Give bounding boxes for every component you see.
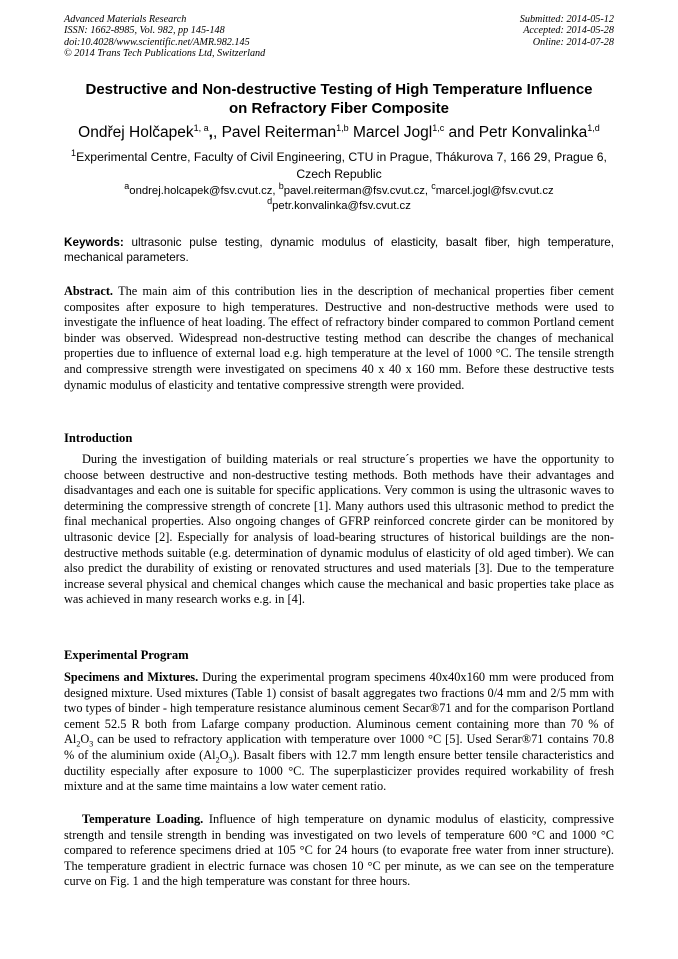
specimens-paragraph xyxy=(64,670,614,795)
journal-doi[interactable]: doi:10.4028/www.scientific.net/AMR.982.145 xyxy=(64,36,250,48)
email-link[interactable]: petr.konvalinka@fsv.cvut.cz xyxy=(272,199,411,212)
abstract-label: Abstract. xyxy=(64,284,114,298)
author-emails xyxy=(64,181,614,213)
journal-header xyxy=(64,14,265,60)
affiliation-superscript: 1 xyxy=(71,147,77,158)
affiliation xyxy=(64,149,614,183)
online-date: Online: 2014-07-28 xyxy=(532,36,614,48)
subscript: 2 xyxy=(215,755,220,765)
section-heading-introduction: Introduction xyxy=(64,431,133,445)
author-name: , Pavel Reiterman xyxy=(212,124,337,141)
paragraph-text: During the experimental program specimens 40x40x160 mm were produced from designed mixture. Used mixtures (Table 1) consist of basalt aggregates two fractions 0/4 mm and 2/5 mm with two types of binder - high temperature resistance aluminous cement Secar®71 and for the comparison Portland cement 52.5 R both from Lafarge company production. Aluminous cement containing more than 70 % of Al xyxy=(64,670,614,747)
email-link[interactable]: ondrej.holcapek@fsv.cvut.cz, xyxy=(129,185,279,197)
journal-name: Advanced Materials Research xyxy=(64,14,187,25)
subscript: 3 xyxy=(228,755,233,765)
submitted-date: Submitted: 2014-05-12 xyxy=(519,14,614,25)
introduction-paragraph: During the investigation of building materials or real structure´s properties we have the opportunity to choose between destructive and non-destructive testing methods. Both methods have their advantages and disadvantages and each one is suitable for specific applications. Very common is using the ultrasonic waves to determining the compressive strength of concrete [1]. Many authors used this ultrasonic method to predict the final mechanical properties. Also ongoing changes of GFRP reinforced concrete girder can be monitored by ultrasonic device [2]. Especially for analysis of load-bearing structures of historical buildings are the non-destructive methods suitable (e.g. determination of dynamic modulus of elasticity of old aged timber). We can also predict the durability of existing or renovated structures and used materials [3]. Due to the temperature increase several physical and chemical changes which cause the mechanical and basic properties take place as was achieved in many research works e.g. in [4]. xyxy=(64,452,614,607)
author-list: Ondřej Holčapek$^{1, a}$,, Pavel Reiterman$^{1,b}$ Marcel Jogl$^{1,c}$ and Petr Konvalinka$^{1,d}$ xyxy=(78,122,600,141)
journal-issn: ISSN: 1662-8985, Vol. 982, pp 145-148 xyxy=(64,25,225,37)
paragraph-text: ). Basalt fibers with 12.7 mm length ensure better tensile characteristics and ductility especially after exposure to 1000 °C. The superplasticizer provides required workability of fresh mixture and at the same time maintains a low water cement ratio. xyxy=(64,747,614,794)
subscript: 3 xyxy=(89,739,94,749)
accepted-date: Accepted: 2014-05-28 xyxy=(523,25,614,37)
author-superscript: 1,d xyxy=(587,122,600,133)
title-line-2: on Refractory Fiber Composite xyxy=(228,100,450,117)
keywords-text: ultrasonic pulse testing, dynamic modulus of elasticity, basalt fiber, high temperature, mechanical parameters. xyxy=(64,236,614,264)
subscript: 2 xyxy=(76,739,81,749)
temperature-loading-paragraph xyxy=(64,812,614,890)
author-name: Ondřej Holčapek xyxy=(78,124,194,141)
paragraph-text: O xyxy=(80,732,90,747)
email-line-1 xyxy=(64,181,614,199)
paragraph-text: O xyxy=(219,747,229,762)
paper-title xyxy=(40,80,638,118)
temperature-loading-label: Temperature Loading. xyxy=(82,812,204,826)
author-name: Marcel Jogl xyxy=(348,124,433,141)
abstract xyxy=(64,284,614,393)
email-line-2 xyxy=(64,195,614,214)
email-superscript: b xyxy=(278,181,284,192)
keywords-label: Keywords: xyxy=(64,236,124,249)
email-link[interactable]: pavel.reiterman@fsv.cvut.cz, xyxy=(283,185,432,197)
abstract-text: The main aim of this contribution lies in the description of mechanical properties fiber cement composites after exposure to high temperatures. Destructive and non-destructive methods were used to investigate the influence of heat loading. The effect of refractory binder compared to common Portland cement binder was observed. Widespread non-destructive testing method can describe the changes of mechanical properties due to influence of external load e.g. high temperature at the level of 1000 °C. The tensile strength and compressive strength were investigated on specimens 40 x 40 x 160 mm. Before these destructive tests dynamic modulus of elasticity and tentative compressive strength were provided. xyxy=(64,284,614,392)
paragraph-text: Influence of high temperature on dynamic modulus of elasticity, compressive strength and tensile strength in bending was investigated on two levels of temperature 600 °C and 1000 °C compared to reference specimens dried at 105 °C for 24 hours (to evaporate free water from inner structure). The temperature gradient in electric furnace was chosen 10 °C per minute, as we can see on the temperature curve on Fig. 1 and the high temperature was constant for three hours. xyxy=(64,812,614,889)
author-superscript: 1,c xyxy=(432,122,445,133)
journal-copyright: © 2014 Trans Tech Publications Ltd, Switzerland xyxy=(64,48,266,60)
email-superscript: a xyxy=(124,181,130,192)
specimens-label: Specimens and Mixtures. xyxy=(64,670,199,684)
keywords xyxy=(64,235,614,265)
section-heading-experimental: Experimental Program xyxy=(64,648,189,662)
paragraph-text: can be used to refractory application with temperature over 1000 °C [5]. Used Serar®71 contains 70.8 % of the aluminium oxide (Al xyxy=(64,732,614,762)
email-link[interactable]: marcel.jogl@fsv.cvut.cz xyxy=(435,185,554,197)
affiliation-text: Experimental Centre, Faculty of Civil Engineering, CTU in Prague, Thákurova 7, 166 29, Prague 6, Czech Republic xyxy=(76,150,607,181)
title-line-1: Destructive and Non-destructive Testing of High Temperature Influence xyxy=(85,81,593,98)
email-superscript: d xyxy=(267,195,273,206)
email-superscript: c xyxy=(431,181,436,192)
author-superscript: 1, a xyxy=(193,122,209,133)
author-name: and Petr Konvalinka xyxy=(444,124,588,141)
author-superscript: 1,b xyxy=(336,122,349,133)
dates-header xyxy=(520,14,614,48)
